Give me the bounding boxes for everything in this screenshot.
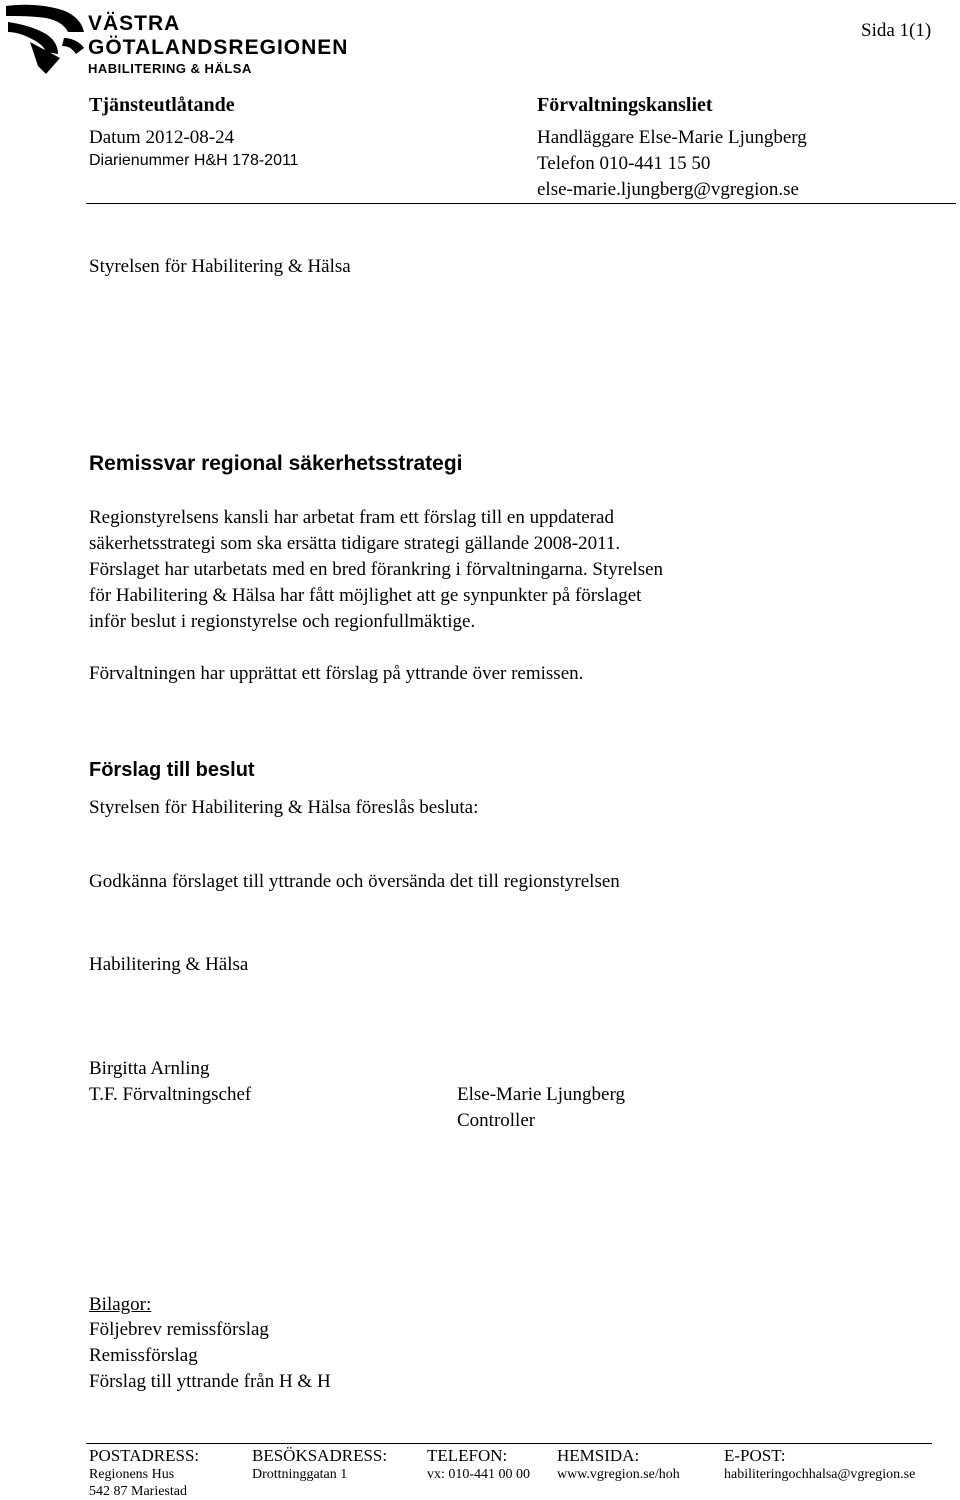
document-title: Remissvar regional säkerhetsstrategi	[89, 452, 463, 475]
footer-postal-line-1: Regionens Hus	[89, 1467, 175, 1482]
proposal-decision: Godkänna förslaget till yttrande och översända det till regionstyrelsen	[89, 871, 620, 892]
page-label: Sida 1(1)	[861, 20, 932, 41]
footer-email-link[interactable]: habiliteringochhalsa@vgregion.se	[724, 1467, 916, 1482]
diary-number: Diarienummer H&H 178-2011	[89, 152, 299, 169]
handler-phone: Telefon 010-441 15 50	[537, 153, 711, 174]
body-line: Regionstyrelsens kansli har arbetat fram ett förslag till en uppdaterad	[89, 507, 614, 528]
body-paragraph-2: Förvaltningen har upprättat ett förslag på yttrande över remissen.	[89, 663, 584, 684]
header-rule	[86, 203, 956, 204]
footer-visit-label: BESÖKSADRESS:	[252, 1446, 388, 1465]
body-line: inför beslut i regionstyrelse och regionfullmäktige.	[89, 611, 476, 632]
logo-line-2: GÖTALANDSREGIONEN	[88, 36, 349, 59]
organization: Habilitering & Hälsa	[89, 954, 249, 975]
footer-postal-line-2: 542 87 Mariestad	[89, 1484, 187, 1499]
signatory-left-name: Birgitta Arnling	[89, 1058, 210, 1079]
logo-line-1: VÄSTRA	[88, 12, 181, 35]
attachments-label: Bilagor:	[89, 1294, 152, 1315]
footer-web-label: HEMSIDA:	[557, 1446, 640, 1465]
signatory-right-title: Controller	[457, 1110, 536, 1131]
footer-email-label: E-POST:	[724, 1446, 786, 1465]
doc-type: Tjänsteutlåtande	[89, 94, 235, 116]
attachment-item: Remissförslag	[89, 1345, 198, 1366]
vgr-emblem-icon	[2, 2, 86, 76]
attachment-item: Förslag till yttrande från H & H	[89, 1371, 331, 1392]
attachment-item: Följebrev remissförslag	[89, 1319, 269, 1340]
body-line: Förslaget har utarbetats med en bred förankring i förvaltningarna. Styrelsen	[89, 559, 664, 580]
recipient: Styrelsen för Habilitering & Hälsa	[89, 256, 351, 277]
vgr-logo	[2, 2, 372, 78]
body-paragraph	[89, 505, 789, 635]
footer-phone-label: TELEFON:	[427, 1446, 508, 1465]
handler-email: else-marie.ljungberg@vgregion.se	[537, 179, 799, 200]
footer-phone-value: vx: 010-441 00 00	[427, 1467, 531, 1482]
footer-web-link[interactable]: www.vgregion.se/hoh	[557, 1467, 680, 1482]
footer-postal-label: POSTADRESS:	[89, 1446, 200, 1465]
signatory-left-title: T.F. Förvaltningschef	[89, 1084, 252, 1105]
proposal-intro: Styrelsen för Habilitering & Hälsa föreslås besluta:	[89, 797, 479, 818]
logo-line-3: HABILITERING & HÄLSA	[88, 61, 252, 76]
proposal-heading: Förslag till beslut	[89, 759, 255, 781]
doc-date: Datum 2012-08-24	[89, 127, 235, 148]
footer-rule	[86, 1443, 932, 1444]
signatory-right-name: Else-Marie Ljungberg	[457, 1084, 625, 1105]
footer-visit-value: Drottninggatan 1	[252, 1467, 348, 1482]
body-line: för Habilitering & Hälsa har fått möjlighet att ge synpunkter på förslaget	[89, 585, 642, 606]
office-name: Förvaltningskansliet	[537, 94, 713, 116]
handler: Handläggare Else-Marie Ljungberg	[537, 127, 807, 148]
body-line: säkerhetsstrategi som ska ersätta tidigare strategi gällande 2008-2011.	[89, 533, 621, 554]
